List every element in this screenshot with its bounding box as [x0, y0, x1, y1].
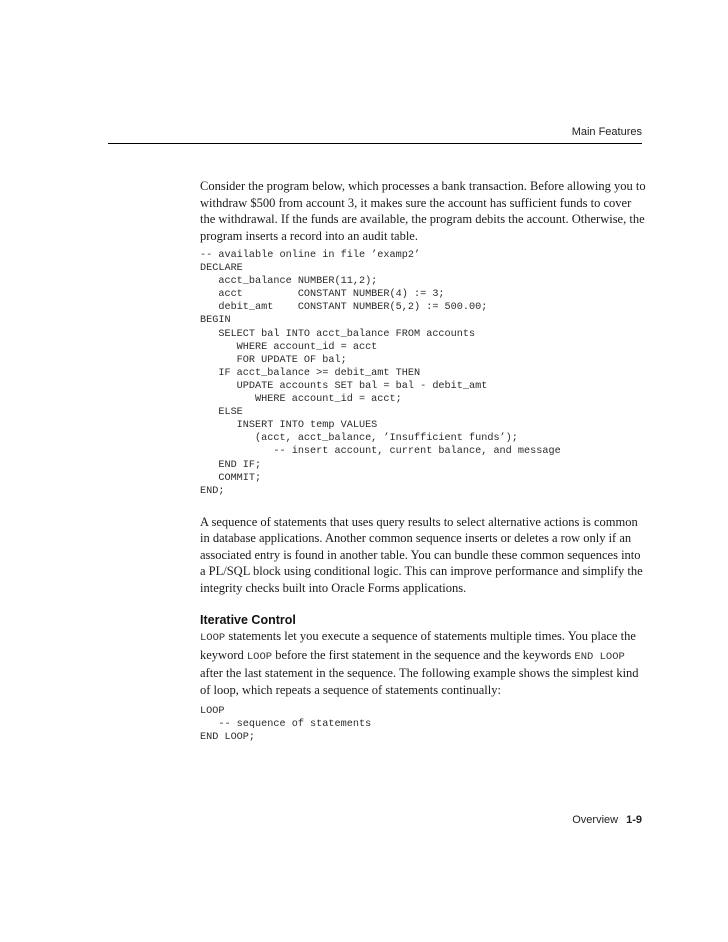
code-line: -- sequence of statements [218, 719, 372, 731]
code-line: debit_amt CONSTANT NUMBER(5,2) := 500.00; [218, 302, 488, 314]
code-line: acct CONSTANT NUMBER(4) := 3; [218, 289, 445, 301]
code-line: IF acct_balance >= debit_amt THEN [218, 367, 421, 379]
code-line: -- insert account, current balance, and message [273, 446, 561, 458]
code-example-loop [200, 705, 646, 744]
keyword-loop: LOOP [200, 632, 226, 645]
code-line: DECLARE [200, 263, 243, 275]
page-number: 1-9 [626, 814, 642, 826]
conditional-logic-paragraph: A sequence of statements that uses query results to select alternative actions is common in database applications. Another common sequence inserts or deletes a row only if an associated entry is found in another table. You can bundle these common sequences into a PL/SQL block using conditional logic. This can improve performance and simplify the integrity checks built into Oracle Forms applications. [200, 514, 643, 595]
code-line: END IF; [218, 459, 262, 471]
code-example-bank-transaction [200, 249, 646, 498]
code-line: END LOOP; [200, 732, 256, 744]
code-line: (acct, acct_balance, ’Insufficient funds’); [255, 433, 518, 445]
footer-label: Overview [572, 814, 619, 826]
code-line: COMMIT; [218, 472, 262, 484]
code-line: UPDATE accounts SET bal = bal - debit_amt [236, 380, 488, 392]
code-line: ELSE [218, 407, 243, 419]
code-line: FOR UPDATE OF bal; [236, 354, 347, 366]
page-footer [572, 814, 642, 826]
code-line: END; [200, 485, 225, 497]
code-line: acct_balance NUMBER(11,2); [218, 276, 378, 288]
code-line: INSERT INTO temp VALUES [236, 420, 378, 432]
intro-paragraph: Consider the program below, which processes a bank transaction. Before allowing you to withdraw $500 from account 3, it makes sure the account has sufficient funds to cover the withdrawal. If the funds are available, the program debits the account. Otherwise, the program inserts a record into an audit table. [200, 179, 646, 243]
text-segment: after the last statement in the sequence. The following example shows the simplest kind of loop, which repeats a sequence of statements continually: [200, 666, 639, 697]
code-line: LOOP [200, 706, 225, 718]
running-header: Main Features [571, 126, 642, 138]
keyword-end-loop: END LOOP [574, 650, 625, 663]
header-rule [108, 143, 642, 144]
code-line: -- available online in file ’examp2’ [200, 250, 421, 261]
page-content [200, 178, 646, 745]
text-segment: statements let you execute a sequence of statements multiple times. You place the keyword [200, 629, 636, 662]
code-line: WHERE account_id = acct [236, 341, 378, 353]
code-line: BEGIN [200, 315, 231, 327]
code-line: WHERE account_id = acct; [255, 394, 402, 406]
text-segment: before the first statement in the sequence and the keywords [272, 647, 575, 662]
keyword-loop: LOOP [246, 650, 273, 663]
code-line: SELECT bal INTO acct_balance FROM accounts [218, 328, 476, 340]
section-heading-iterative-control: Iterative Control [200, 613, 296, 628]
iterative-control-paragraph [200, 628, 646, 698]
